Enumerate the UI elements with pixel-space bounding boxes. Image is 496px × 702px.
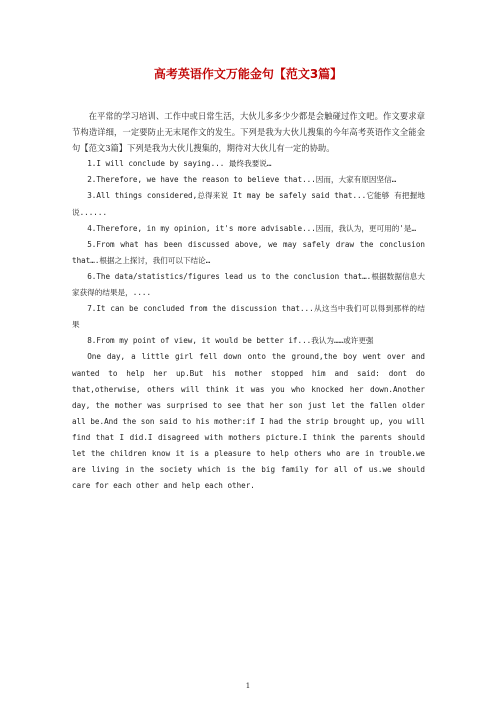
page-number: 1 bbox=[245, 682, 251, 690]
document-body bbox=[72, 108, 425, 494]
sentence-item: 7.It can be concluded from the discussion that...从这当中我们可以得到那样的结果 bbox=[72, 304, 425, 330]
sentence-item: 5.From what has been discussed above, we may safely draw the conclusion that….根据之上探讨，我们可以下结论… bbox=[72, 239, 425, 265]
sentence-item: 4.Therefore, in my opinion, it's more advisable...因而，我认为，更可用的'是… bbox=[87, 223, 417, 233]
sentence-item: 3.All things considered,总得来说 It may be safely said that...它能够 有把握地说...... bbox=[72, 191, 425, 217]
essay-paragraph: One day, a little girl fell down onto the ground,the boy went over and wanted to help her up.But his mother stopped him and said: dont do that,otherwise, others will think it was you who knocked her down.Another day, the mother was surprised to see that her son just let the fallen older all be.And the son said to his mother:if I had the strip brought up, you will find that I did.I disagreed with mothers picture.I think the parents should let the children know it is a pleasure to help others who are in trouble.we are living in the society which is the big family for all of us.we should care for each other and help each other. bbox=[72, 352, 425, 491]
sentence-item: 1.I will conclude by saying... 最终我要说… bbox=[87, 159, 272, 169]
sentence-item: 2.Therefore, we have the reason to believe that...因而，大家有原因坚信… bbox=[87, 175, 397, 185]
intro-paragraph: 在平常的学习培训、工作中或日常生活，大伙儿多多少少都是会触碰过作文吧。作文要求章节构造详细，一定要防止无末尾作文的发生。下列是我为大伙儿搜集的今年高考英语作文全能金句【范文3篇】下列是我为大伙儿搜集的，期待对大伙儿有一定的协助。 bbox=[72, 111, 425, 154]
document-title: 高考英语作文万能金句【范文3篇】 bbox=[153, 67, 343, 81]
sentence-item: 6.The data/statistics/figures lead us to the conclusion that….根据数据信息大家获得的结果是，.... bbox=[72, 271, 425, 298]
sentence-item: 8.From my point of view, it would be better if...我认为……或许更强 bbox=[87, 336, 374, 346]
